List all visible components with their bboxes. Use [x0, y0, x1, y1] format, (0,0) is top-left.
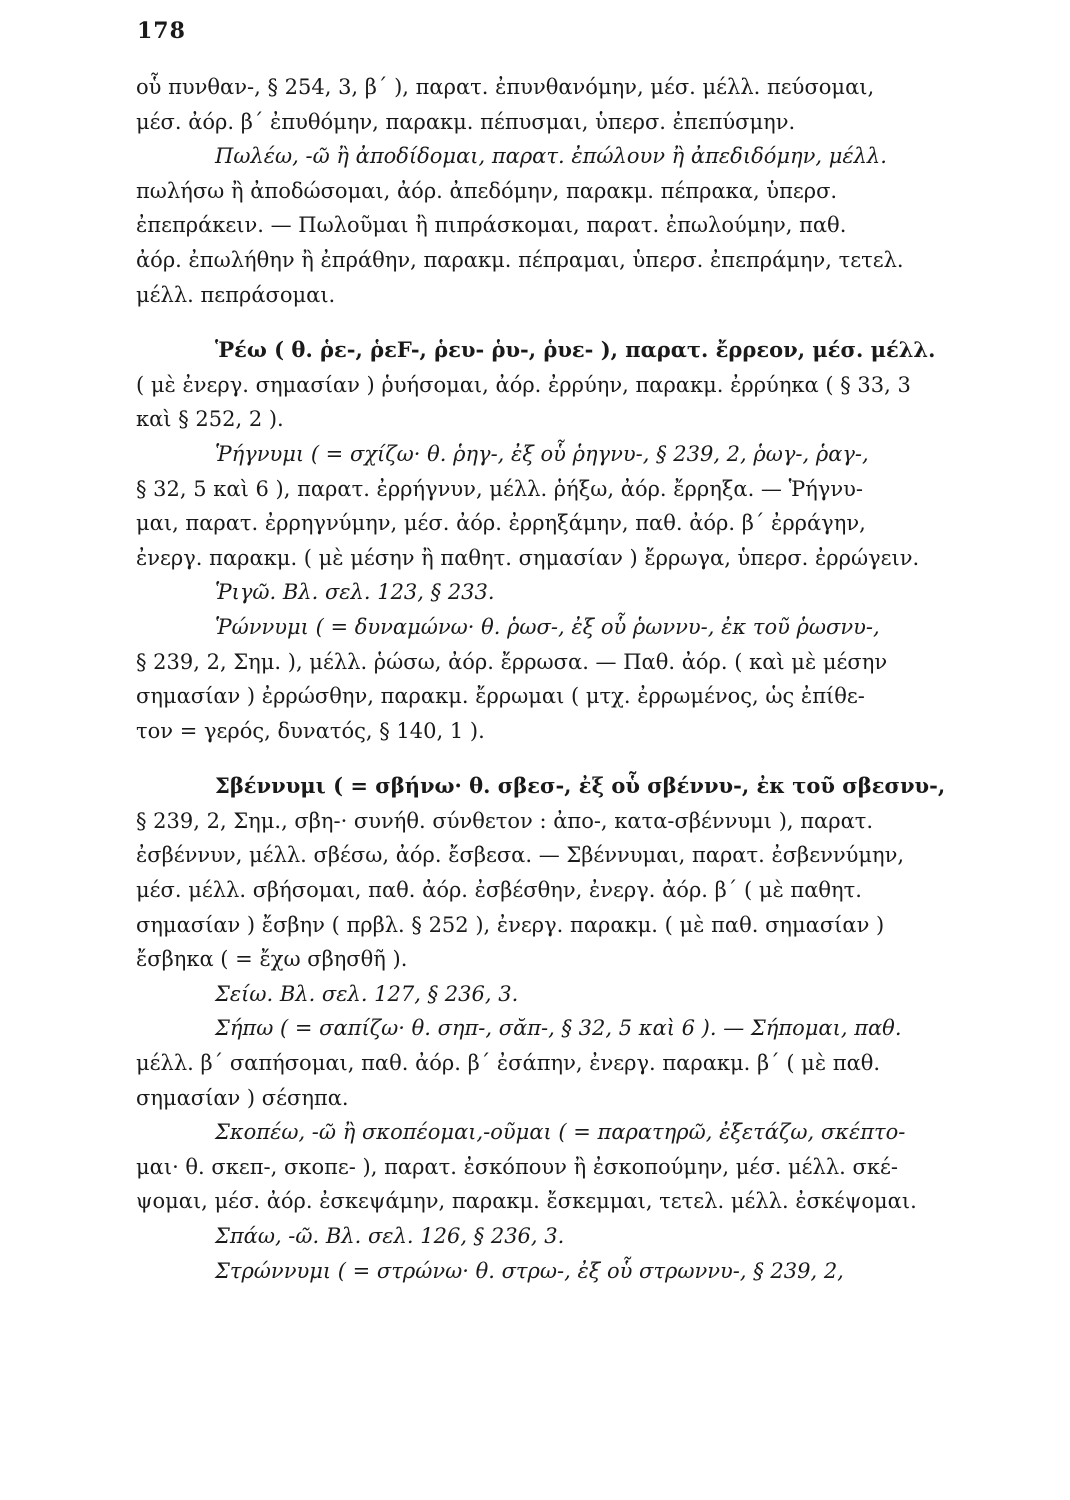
text-line: ἐνεργ. παρακμ. ( μὲ μέσην ἢ παθητ. σημασίαν ) ἔρρωγα, ὑπερσ. ἐρρώγειν. [136, 545, 920, 570]
text-line: ἀόρ. ἐπωλήθην ἢ ἐπράθην, παρακμ. πέπραμαι, ὑπερσ. ἐπεπράμην, τετελ. [136, 247, 904, 272]
entry-line: Ῥιγῶ. Βλ. σελ. 123, § 233. [215, 580, 495, 605]
text-line: μαι, παρατ. ἐρρηγνύμην, μέσ. ἀόρ. ἐρρηξάμην, παθ. ἀόρ. β΄ ἐρράγην, [136, 511, 866, 536]
entry-line: Σήπω ( = σαπίζω· θ. σηπ-, σᾰπ-, § 32, 5 καὶ 6 ). — Σήπομαι, παθ. [215, 1016, 902, 1041]
text-line: § 239, 2, Σημ. ), μέλλ. ῥώσω, ἀόρ. ἔρρωσα. — Παθ. ἀόρ. ( καὶ μὲ μέσην [136, 649, 888, 674]
entry-line: Σκοπέω, -ῶ ἢ σκοπέομαι,-οῦμαι ( = παρατηρῶ, ἐξετάζω, σκέπτο- [215, 1120, 906, 1145]
page-number: 178 [137, 18, 186, 44]
body-text [136, 70, 1006, 1288]
entry-line: Σείω. Βλ. σελ. 127, § 236, 3. [215, 981, 519, 1006]
text-line: ἔσβηκα ( = ἔχω σβησθῆ ). [136, 947, 408, 972]
text-line: μέσ. ἀόρ. β΄ ἐπυθόμην, παρακμ. πέπυσμαι, ὑπερσ. ἐπεπύσμην. [136, 109, 796, 134]
text-line: σημασίαν ) ἔσβην ( πρβλ. § 252 ), ἐνεργ. παρακμ. ( μὲ παθ. σημασίαν ) [136, 912, 885, 937]
text-line: τον = γερός, δυνατός, § 140, 1 ). [136, 718, 485, 743]
text-line: ἐσβέννυν, μέλλ. σβέσω, ἀόρ. ἔσβεσα. — Σβέννυμαι, παρατ. ἐσβεννύμην, [136, 843, 905, 868]
text-line: οὗ πυνθαν-, § 254, 3, β΄ ), παρατ. ἐπυνθανόμην, μέσ. μέλλ. πεύσομαι, [136, 75, 875, 99]
text-line: § 32, 5 καὶ 6 ), παρατ. ἐρρήγνυν, μέλλ. ῥήξω, ἀόρ. ἔρρηξα. — Ῥήγνυ- [136, 476, 863, 501]
text-line: καὶ § 252, 2 ). [136, 407, 284, 432]
text-line: σημασίαν ) ἐρρώσθην, παρακμ. ἔρρωμαι ( μτχ. ἐρρωμένος, ὡς ἐπίθε- [136, 684, 865, 709]
entry-line: Ῥήγνυμι ( = σχίζω· θ. ῥηγ-, ἐξ οὗ ῥηγνυ-, § 239, 2, ῥωγ-, ῥαγ-, [215, 441, 869, 466]
text-line: ψομαι, μέσ. ἀόρ. ἐσκεψάμην, παρακμ. ἔσκεμμαι, τετελ. μέλλ. ἐσκέψομαι. [136, 1189, 917, 1214]
text-line: σημασίαν ) σέσηπα. [136, 1085, 349, 1110]
entry-line: Ῥώννυμι ( = δυναμώνω· θ. ῥωσ-, ἐξ οὗ ῥωννυ-, ἐκ τοῦ ῥωσνυ-, [215, 614, 880, 639]
entry-line: Σπάω, -ῶ. Βλ. σελ. 126, § 236, 3. [215, 1224, 565, 1248]
entry-line: Σβέννυμι ( = σβήνω· θ. σβεσ-, ἐξ οὗ σβέννυ-, ἐκ τοῦ σβεσνυ-, [215, 773, 946, 799]
text-line: ἐπεπράκειν. — Πωλοῦμαι ἢ πιπράσκομαι, παρατ. ἐπωλούμην, παθ. [136, 213, 847, 238]
text-line: ( μὲ ἐνεργ. σημασίαν ) ῥυήσομαι, ἀόρ. ἐρρύην, παρακμ. ἐρρύηκα ( § 33, 3 [136, 372, 911, 397]
text-line: μέσ. μέλλ. σβήσομαι, παθ. ἀόρ. ἐσβέσθην, ἐνεργ. ἀόρ. β΄ ( μὲ παθητ. [136, 878, 862, 903]
entry-line: Ῥέω ( θ. ῥε-, ῥεF-, ῥευ- ῥυ-, ῥυε- ), παρατ. ἔρρεον, μέσ. μέλλ. [215, 337, 936, 363]
entry-line: Στρώννυμι ( = στρώνω· θ. στρω-, ἐξ οὗ στρωννυ-, § 239, 2, [215, 1258, 844, 1283]
text-line: μαι· θ. σκεπ-, σκοπε- ), παρατ. ἐσκόπουν ἢ ἐσκοπούμην, μέσ. μέλλ. σκέ- [136, 1154, 898, 1179]
text-line: μέλλ. β΄ σαπήσομαι, παθ. ἀόρ. β΄ ἐσάπην, ἐνεργ. παρακμ. β΄ ( μὲ παθ. [136, 1051, 881, 1076]
text-line: μέλλ. πεπράσομαι. [136, 282, 336, 307]
text-line: πωλήσω ἢ ἀποδώσομαι, ἀόρ. ἀπεδόμην, παρακμ. πέπρακα, ὑπερσ. [136, 178, 838, 203]
entry-line: Πωλέω, -ῶ ἢ ἀποδίδομαι, παρατ. ἐπώλουν ἢ ἀπεδιδόμην, μέλλ. [215, 144, 887, 169]
text-line: § 239, 2, Σημ., σβη-· συνήθ. σύνθετον : ἀπο-, κατα-σβέννυμι ), παρατ. [136, 808, 874, 833]
